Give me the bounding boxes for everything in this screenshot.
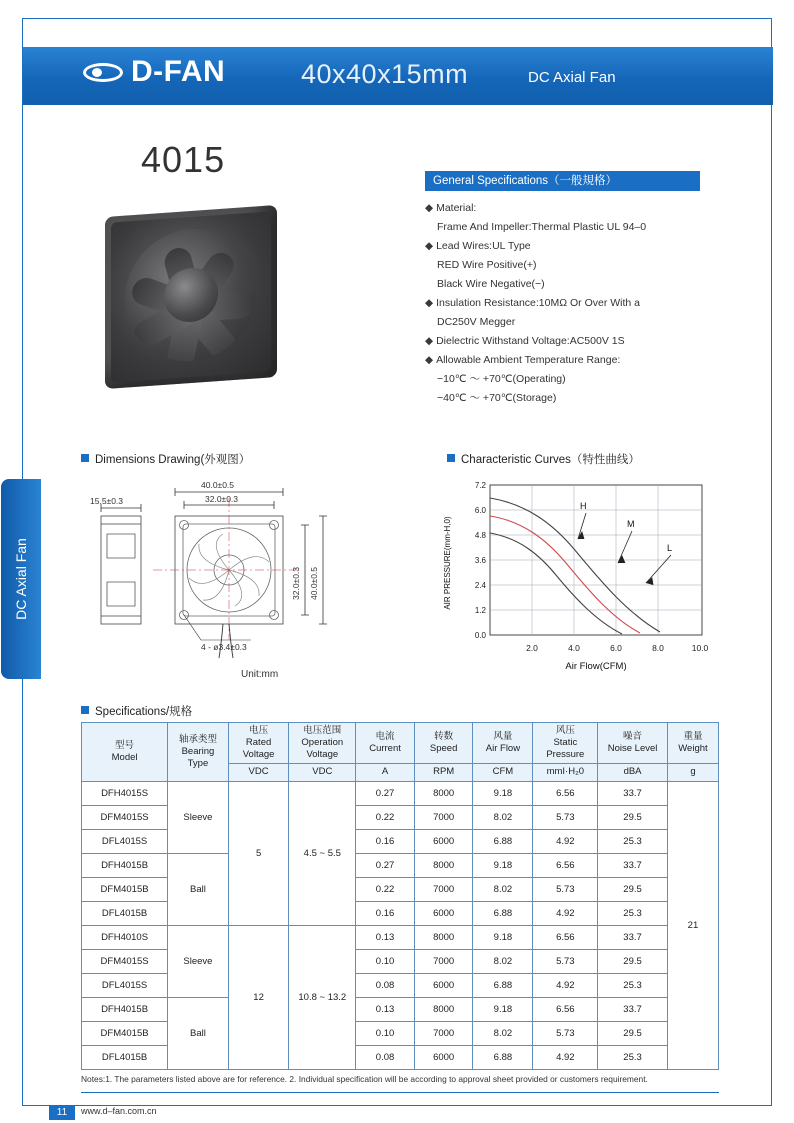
footer-notes: Notes:1. The parameters listed above are for reference. 2. Individual specification will be according to approval sheet provided or customers requirement. bbox=[81, 1074, 648, 1084]
col-model: 型号 Model bbox=[82, 723, 168, 782]
table-row bbox=[82, 925, 719, 949]
cell-noise: 25.3 bbox=[598, 829, 668, 853]
svg-text:4 - ø3.4±0.3: 4 - ø3.4±0.3 bbox=[201, 642, 247, 652]
cell-pressure: 6.56 bbox=[533, 781, 598, 805]
cell-speed: 7000 bbox=[414, 877, 473, 901]
cell-bearing: Ball bbox=[168, 853, 229, 925]
cell-operation: 10.8 ~ 13.2 bbox=[289, 925, 356, 1069]
cell-airflow: 6.88 bbox=[473, 973, 533, 997]
cell-current: 0.13 bbox=[356, 997, 415, 1021]
fan-product-photo bbox=[91, 197, 286, 392]
cell-pressure: 4.92 bbox=[533, 829, 598, 853]
cell-pressure: 6.56 bbox=[533, 997, 598, 1021]
website-url[interactable]: www.d–fan.com.cn bbox=[81, 1106, 157, 1116]
side-tab bbox=[1, 479, 41, 679]
unit-static-pressure: mmI·H₂0 bbox=[533, 763, 598, 781]
table-row bbox=[82, 853, 719, 877]
table-row bbox=[82, 997, 719, 1021]
cell-model: DFH4015B bbox=[82, 997, 168, 1021]
cell-model: DFM4015B bbox=[82, 877, 168, 901]
col-current: 电流 Current bbox=[356, 723, 415, 764]
table-row bbox=[82, 781, 719, 805]
cell-current: 0.08 bbox=[356, 973, 415, 997]
svg-text:AIR PRESSURE(mm-H,0): AIR PRESSURE(mm-H,0) bbox=[443, 516, 452, 610]
cell-model: DFL4015S bbox=[82, 973, 168, 997]
characteristic-curve-chart bbox=[428, 471, 728, 696]
specifications-table bbox=[81, 722, 719, 1070]
cell-bearing: Ball bbox=[168, 997, 229, 1069]
cell-pressure: 4.92 bbox=[533, 973, 598, 997]
cell-pressure: 5.73 bbox=[533, 805, 598, 829]
general-spec-item: ◆ Allowable Ambient Temperature Range: bbox=[425, 354, 621, 366]
general-spec-item: Frame And Impeller:Thermal Plastic UL 94–0 bbox=[437, 221, 647, 233]
bullet-square-icon bbox=[81, 706, 89, 714]
page-header bbox=[23, 47, 773, 105]
dimensions-drawing bbox=[83, 474, 413, 694]
cell-model: DFH4015B bbox=[82, 853, 168, 877]
cell-speed: 7000 bbox=[414, 805, 473, 829]
cell-pressure: 4.92 bbox=[533, 901, 598, 925]
svg-text:4.8: 4.8 bbox=[474, 531, 486, 540]
cell-airflow: 9.18 bbox=[473, 925, 533, 949]
side-tab-label: DC Axial Fan bbox=[13, 538, 29, 620]
cell-noise: 33.7 bbox=[598, 925, 668, 949]
cell-model: DFM4015S bbox=[82, 949, 168, 973]
col-rated-voltage: 电压 Rated Voltage bbox=[228, 723, 289, 764]
cell-current: 0.13 bbox=[356, 925, 415, 949]
cell-pressure: 6.56 bbox=[533, 925, 598, 949]
cell-speed: 7000 bbox=[414, 1021, 473, 1045]
brand-logo bbox=[83, 55, 225, 89]
cell-airflow: 9.18 bbox=[473, 853, 533, 877]
col-static-pressure: 风压 Static Pressure bbox=[533, 723, 598, 764]
cell-speed: 8000 bbox=[414, 853, 473, 877]
unit-operation-voltage: VDC bbox=[289, 763, 356, 781]
col-bearing: 轴承类型 Bearing Type bbox=[168, 723, 229, 782]
general-spec-item: ◆ Lead Wires:UL Type bbox=[425, 240, 531, 252]
cell-model: DFM4015S bbox=[82, 805, 168, 829]
col-air-flow: 风量 Air Flow bbox=[473, 723, 533, 764]
general-spec-item: RED Wire Positive(+) bbox=[437, 259, 537, 271]
col-weight: 重量 Weight bbox=[667, 723, 718, 764]
cell-airflow: 8.02 bbox=[473, 1021, 533, 1045]
col-speed: 转数 Speed bbox=[414, 723, 473, 764]
general-spec-item: −40℃ ～ +70℃(Storage) bbox=[437, 392, 557, 404]
svg-text:32.0±0.3: 32.0±0.3 bbox=[205, 494, 239, 504]
dimensions-heading: Dimensions Drawing(外观图） bbox=[81, 451, 250, 467]
svg-text:8.0: 8.0 bbox=[652, 643, 664, 653]
svg-text:2.4: 2.4 bbox=[474, 581, 486, 590]
svg-text:6.0: 6.0 bbox=[474, 506, 486, 515]
cell-current: 0.16 bbox=[356, 829, 415, 853]
cell-noise: 29.5 bbox=[598, 949, 668, 973]
cell-airflow: 6.88 bbox=[473, 1045, 533, 1069]
cell-current: 0.22 bbox=[356, 805, 415, 829]
cell-model: DFL4015B bbox=[82, 901, 168, 925]
cell-airflow: 6.88 bbox=[473, 829, 533, 853]
brand-name: D-FAN bbox=[131, 55, 226, 88]
cell-rated: 12 bbox=[228, 925, 289, 1069]
curve-label-m: M bbox=[627, 519, 635, 529]
cell-pressure: 5.73 bbox=[533, 877, 598, 901]
bullet-square-icon bbox=[81, 454, 89, 462]
svg-text:32.0±0.3: 32.0±0.3 bbox=[291, 566, 301, 600]
cell-weight: 21 bbox=[667, 781, 718, 1069]
cell-operation: 4.5 ~ 5.5 bbox=[289, 781, 356, 925]
cell-current: 0.08 bbox=[356, 1045, 415, 1069]
col-noise: 噪音 Noise Level bbox=[598, 723, 668, 764]
cell-noise: 33.7 bbox=[598, 853, 668, 877]
svg-text:6.0: 6.0 bbox=[610, 643, 622, 653]
svg-text:10.0: 10.0 bbox=[691, 643, 709, 653]
cell-pressure: 5.73 bbox=[533, 1021, 598, 1045]
cell-noise: 29.5 bbox=[598, 877, 668, 901]
col-operation-voltage: 电压范围 Operation Voltage bbox=[289, 723, 356, 764]
fan-ellipse-logo-icon bbox=[83, 57, 125, 87]
general-spec-item: ◆ Insulation Resistance:10MΩ Or Over With a bbox=[425, 297, 641, 309]
cell-model: DFL4015S bbox=[82, 829, 168, 853]
svg-text:15.5±0.3: 15.5±0.3 bbox=[90, 496, 124, 506]
cell-noise: 29.5 bbox=[598, 1021, 668, 1045]
general-spec-item: DC250V Megger bbox=[437, 316, 516, 328]
cell-airflow: 8.02 bbox=[473, 805, 533, 829]
cell-model: DFL4015B bbox=[82, 1045, 168, 1069]
cell-speed: 6000 bbox=[414, 901, 473, 925]
product-size: 40x40x15mm bbox=[301, 59, 469, 89]
cell-pressure: 4.92 bbox=[533, 1045, 598, 1069]
general-spec-item: ◆ Material: bbox=[425, 202, 477, 214]
unit-rated-voltage: VDC bbox=[228, 763, 289, 781]
cell-current: 0.10 bbox=[356, 949, 415, 973]
cell-noise: 25.3 bbox=[598, 901, 668, 925]
unit-current: A bbox=[356, 763, 415, 781]
cell-speed: 8000 bbox=[414, 997, 473, 1021]
curves-heading: Characteristic Curves（特性曲线） bbox=[447, 451, 640, 467]
cell-speed: 7000 bbox=[414, 949, 473, 973]
cell-model: DFM4015B bbox=[82, 1021, 168, 1045]
svg-text:3.6: 3.6 bbox=[474, 556, 486, 565]
cell-noise: 29.5 bbox=[598, 805, 668, 829]
cell-airflow: 9.18 bbox=[473, 781, 533, 805]
page-number: 11 bbox=[49, 1105, 75, 1120]
cell-current: 0.27 bbox=[356, 853, 415, 877]
cell-model: DFH4010S bbox=[82, 925, 168, 949]
cell-noise: 33.7 bbox=[598, 781, 668, 805]
table-header-row bbox=[82, 723, 719, 764]
cell-current: 0.22 bbox=[356, 877, 415, 901]
svg-text:40.0±0.5: 40.0±0.5 bbox=[201, 480, 235, 490]
cell-bearing: Sleeve bbox=[168, 781, 229, 853]
curve-label-l: L bbox=[667, 543, 673, 553]
svg-text:7.2: 7.2 bbox=[474, 481, 486, 490]
bullet-square-icon bbox=[447, 454, 455, 462]
cell-speed: 8000 bbox=[414, 925, 473, 949]
cell-model: DFH4015S bbox=[82, 781, 168, 805]
unit-speed: RPM bbox=[414, 763, 473, 781]
cell-speed: 8000 bbox=[414, 781, 473, 805]
datasheet-page bbox=[13, 18, 772, 1118]
svg-text:4.0: 4.0 bbox=[568, 643, 580, 653]
cell-noise: 33.7 bbox=[598, 997, 668, 1021]
cell-speed: 6000 bbox=[414, 973, 473, 997]
cell-noise: 25.3 bbox=[598, 973, 668, 997]
svg-text:1.2: 1.2 bbox=[474, 606, 486, 615]
cell-speed: 6000 bbox=[414, 1045, 473, 1069]
cell-current: 0.16 bbox=[356, 901, 415, 925]
footer-divider bbox=[81, 1092, 719, 1093]
general-spec-item: −10℃ ～ +70℃(Operating) bbox=[437, 373, 566, 385]
general-specs-title: General Specifications（一般規格） bbox=[425, 171, 700, 191]
svg-text:Air Flow(CFM): Air Flow(CFM) bbox=[565, 661, 627, 672]
general-specs-list bbox=[425, 199, 725, 408]
cell-airflow: 6.88 bbox=[473, 901, 533, 925]
cell-current: 0.10 bbox=[356, 1021, 415, 1045]
cell-pressure: 5.73 bbox=[533, 949, 598, 973]
general-spec-item: ◆ Dielectric Withstand Voltage:AC500V 1S bbox=[425, 335, 625, 347]
cell-pressure: 6.56 bbox=[533, 853, 598, 877]
unit-air-flow: CFM bbox=[473, 763, 533, 781]
svg-text:2.0: 2.0 bbox=[526, 643, 538, 653]
unit-weight: g bbox=[667, 763, 718, 781]
product-type: DC Axial Fan bbox=[528, 69, 616, 86]
unit-noise: dBA bbox=[598, 763, 668, 781]
curve-label-h: H bbox=[580, 501, 587, 511]
cell-bearing: Sleeve bbox=[168, 925, 229, 997]
spec-table-heading: Specifications/规格 bbox=[81, 703, 192, 719]
general-spec-item: Black Wire Negative(−) bbox=[437, 278, 545, 290]
model-number: 4015 bbox=[141, 139, 226, 180]
cell-airflow: 8.02 bbox=[473, 877, 533, 901]
cell-airflow: 8.02 bbox=[473, 949, 533, 973]
svg-text:0.0: 0.0 bbox=[474, 631, 486, 640]
dimensions-unit: Unit:mm bbox=[241, 669, 279, 680]
svg-text:40.0±0.5: 40.0±0.5 bbox=[309, 566, 319, 600]
cell-current: 0.27 bbox=[356, 781, 415, 805]
cell-airflow: 9.18 bbox=[473, 997, 533, 1021]
cell-speed: 6000 bbox=[414, 829, 473, 853]
cell-noise: 25.3 bbox=[598, 1045, 668, 1069]
cell-rated: 5 bbox=[228, 781, 289, 925]
